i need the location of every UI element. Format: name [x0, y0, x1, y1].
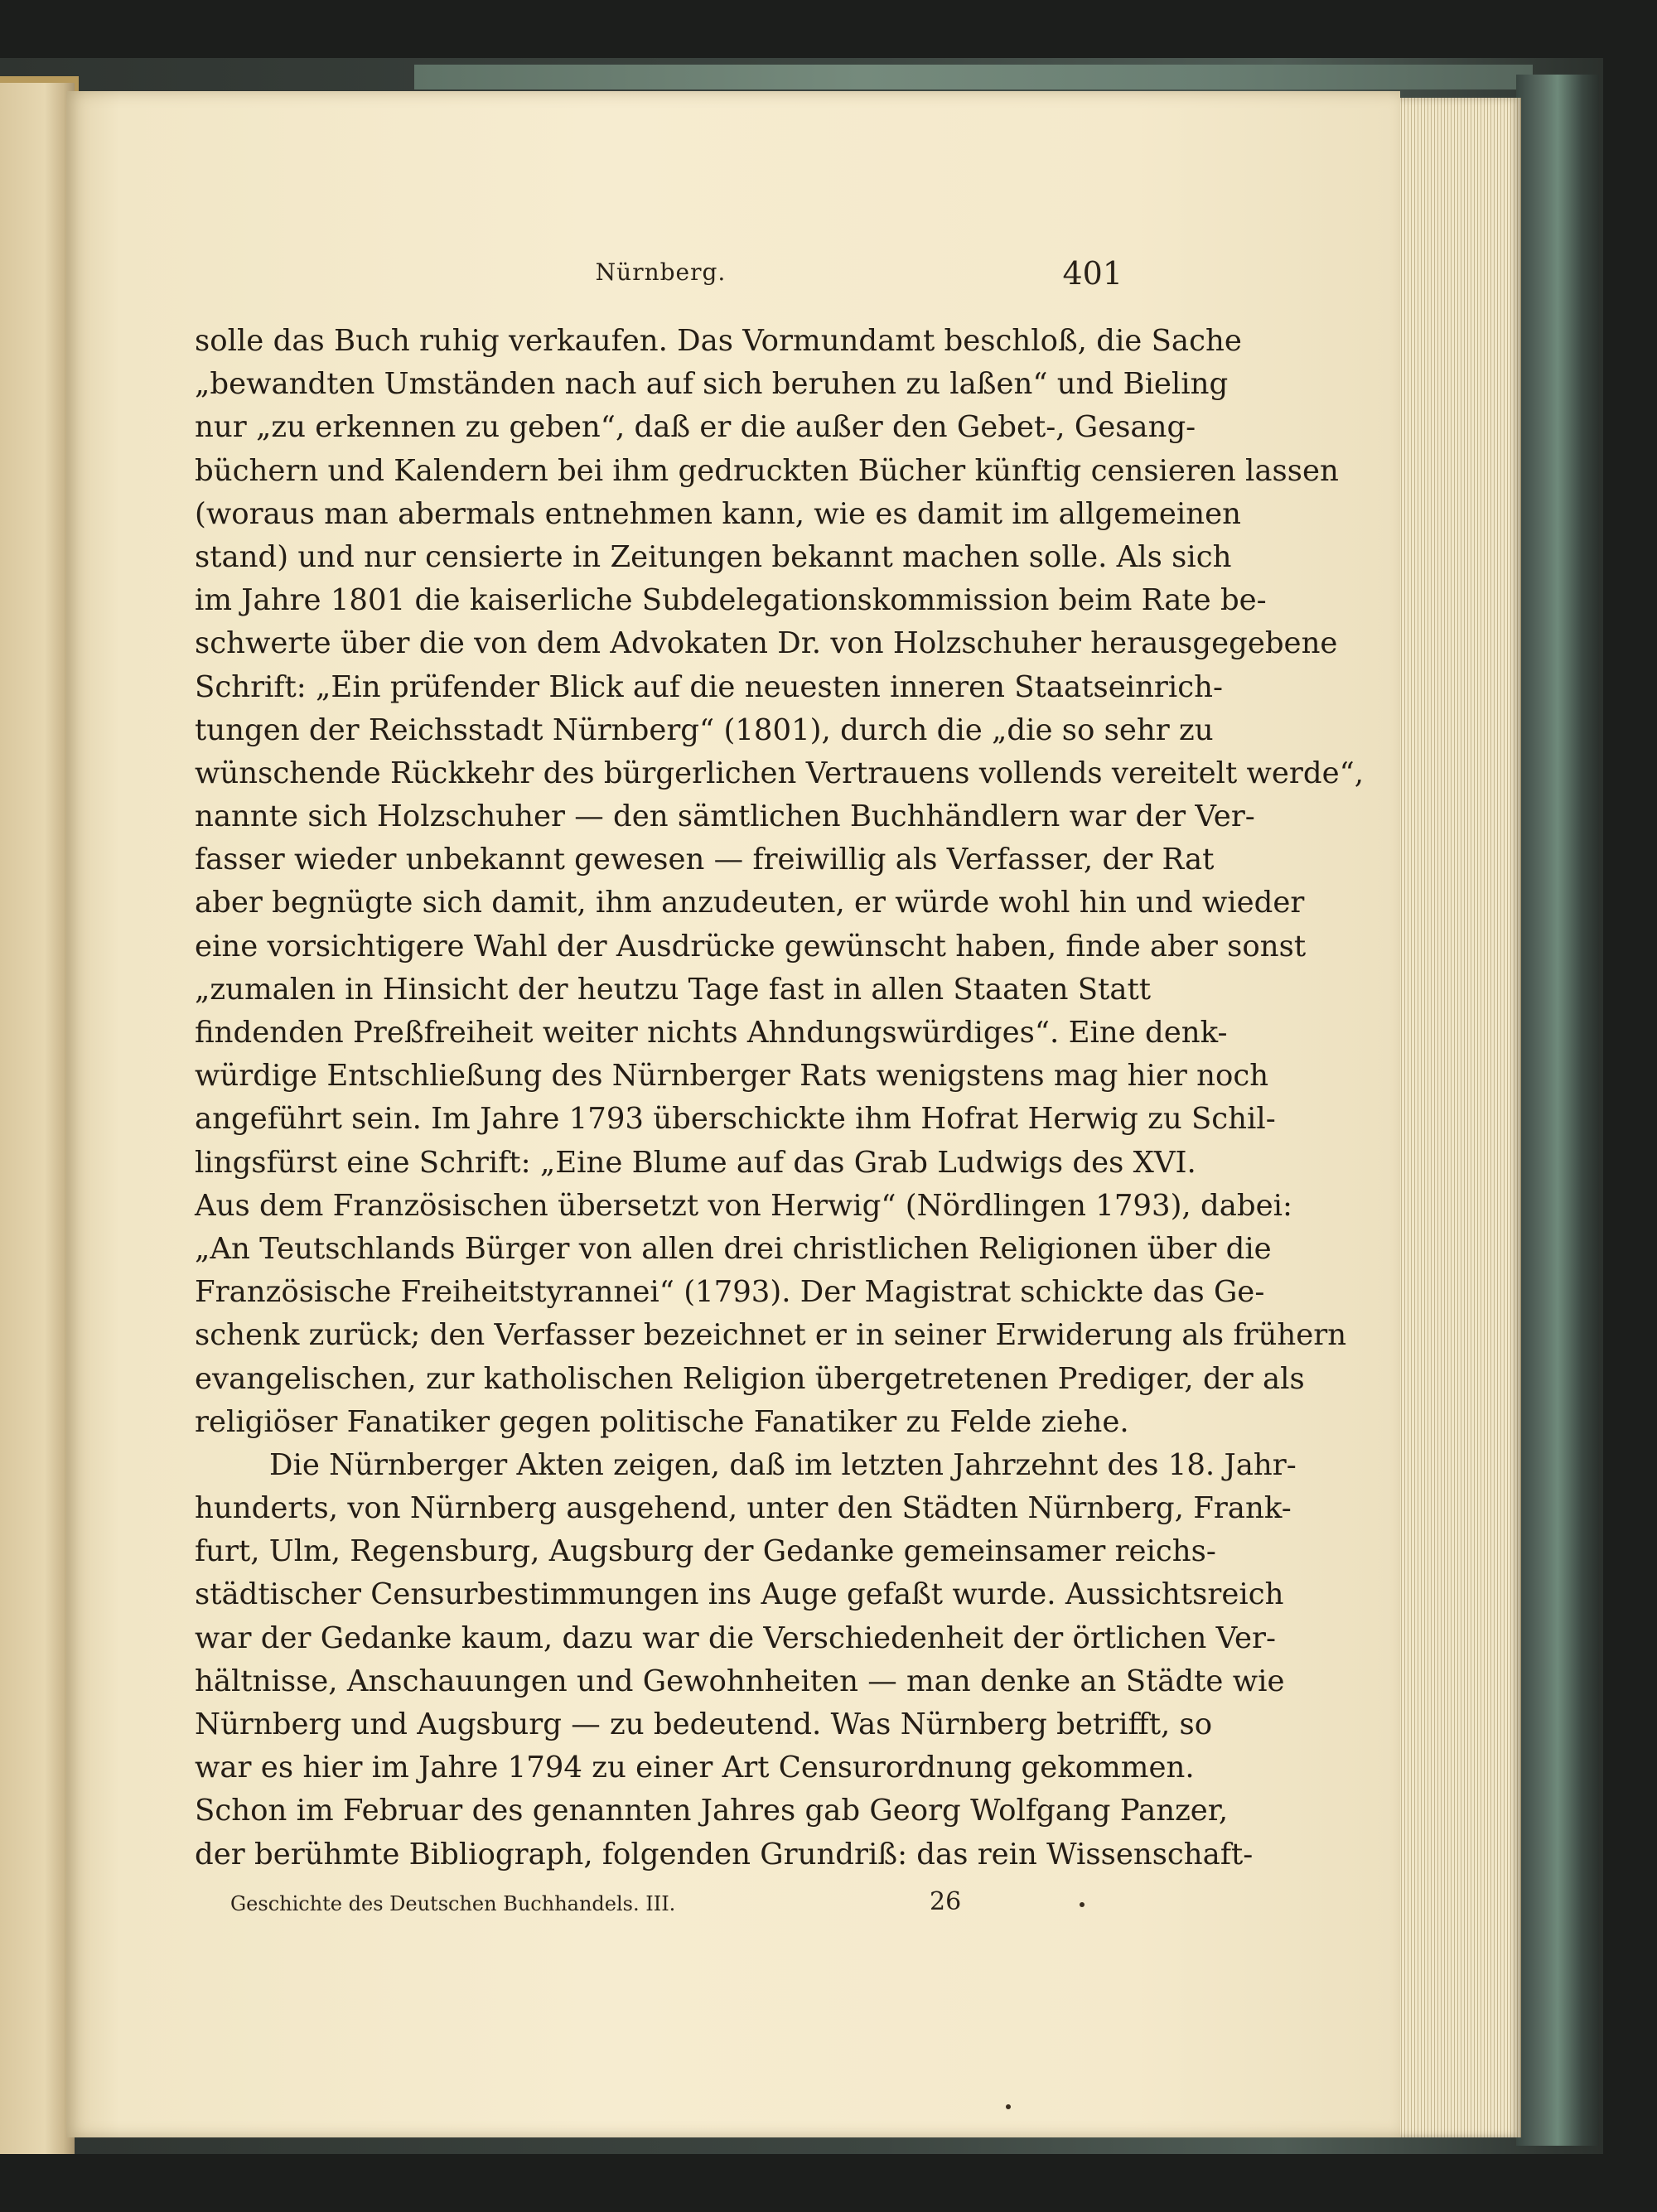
page-footer	[230, 1887, 1059, 1920]
ink-speck	[1080, 1902, 1085, 1907]
running-head: Nürnberg.	[595, 258, 727, 286]
text-line: schenk zurück; den Verfasser bezeichnet er in seiner Erwiderung als frühern	[195, 1318, 1347, 1353]
signature-number: 26	[930, 1887, 962, 1916]
text-line: religiöser Fanatiker gegen politische Fanatiker zu Felde ziehe.	[195, 1404, 1129, 1439]
text-line: büchern und Kalendern bei ihm gedruckten Bücher künftig censieren lassen	[195, 453, 1339, 488]
text-line: Schon im Februar des genannten Jahres gab Georg Wolfgang Panzer,	[195, 1794, 1229, 1828]
text-line: solle das Buch ruhig verkaufen. Das Vormundamt beschloß, die Sache	[195, 324, 1242, 358]
footer-signature-title: Geschichte des Deutschen Buchhandels. III.	[230, 1892, 676, 1915]
text-line: tungen der Reichsstadt Nürnberg“ (1801), durch die „die so sehr zu	[195, 712, 1214, 747]
text-line: nur „zu erkennen zu geben“, daß er die außer den Gebet-, Gesang-	[195, 410, 1196, 445]
text-line: Aus dem Französischen übersetzt von Herwig“ (Nördlingen 1793), dabei:	[195, 1188, 1292, 1223]
text-line: wünschende Rückkehr des bürgerlichen Vertrauens vollends vereitelt werde“,	[195, 756, 1365, 790]
text-line: (woraus man abermals entnehmen kann, wie es damit im allgemeinen	[195, 496, 1241, 531]
text-line: „bewandten Umständen nach auf sich beruhen zu laßen“ und Bieling	[195, 367, 1229, 402]
text-line: Französische Freiheitstyrannei“ (1793). Der Magistrat schickte das Ge-	[195, 1275, 1265, 1310]
text-line: Schrift: „Ein prüfender Blick auf die neuesten inneren Staatseinrich-	[195, 669, 1223, 704]
text-line: aber begnügte sich damit, ihm anzudeuten, er würde wohl hin und wieder	[195, 886, 1305, 920]
text-line: hunderts, von Nürnberg ausgehend, unter den Städten Nürnberg, Frank-	[195, 1491, 1292, 1526]
page-header	[199, 255, 1123, 300]
text-line: stand) und nur censierte in Zeitungen bekannt machen solle. Als sich	[195, 539, 1232, 574]
text-line: evangelischen, zur katholischen Religion übergetretenen Prediger, der als	[195, 1361, 1305, 1396]
text-line: würdige Entschließung des Nürnberger Rats wenigstens mag hier noch	[195, 1059, 1269, 1094]
text-line: der berühmte Bibliograph, folgenden Grundriß: das rein Wissenschaft-	[195, 1837, 1254, 1872]
text-line: schwerte über die von dem Advokaten Dr. von Holzschuher herausgegebene	[195, 626, 1338, 661]
text-line: „An Teutschlands Bürger von allen drei christlichen Religionen über die	[195, 1231, 1272, 1266]
text-line: war es hier im Jahre 1794 zu einer Art Censurordnung gekommen.	[195, 1751, 1195, 1785]
text-line: Die Nürnberger Akten zeigen, daß im letzten Jahrzehnt des 18. Jahr-	[269, 1447, 1297, 1482]
page-number: 401	[1062, 255, 1123, 292]
text-line: findenden Preßfreiheit weiter nichts Ahndungswürdiges“. Eine denk-	[195, 1016, 1228, 1050]
text-line: angeführt sein. Im Jahre 1793 überschickte ihm Hofrat Herwig zu Schil-	[195, 1102, 1276, 1137]
ink-speck	[1006, 2104, 1011, 2109]
text-line: lingsfürst eine Schrift: „Eine Blume auf das Grab Ludwigs des XVI.	[195, 1145, 1196, 1180]
text-line: fasser wieder unbekannt gewesen — freiwillig als Verfasser, der Rat	[195, 843, 1215, 877]
body-text	[195, 320, 1365, 1876]
text-line: furt, Ulm, Regensburg, Augsburg der Gedanke gemeinsamer reichs-	[195, 1534, 1216, 1569]
text-line: nannte sich Holzschuher — den sämtlichen Buchhändlern war der Ver-	[195, 799, 1255, 834]
text-line: „zumalen in Hinsicht der heutzu Tage fast in allen Staaten Statt	[195, 972, 1152, 1007]
text-line: eine vorsichtigere Wahl der Ausdrücke gewünscht haben, finde aber sonst	[195, 929, 1307, 964]
text-line: im Jahre 1801 die kaiserliche Subdelegationskommission beim Rate be-	[195, 583, 1267, 618]
text-line: städtischer Censurbestimmungen ins Auge gefaßt wurde. Aussichtsreich	[195, 1577, 1284, 1612]
text-line: hältnisse, Anschauungen und Gewohnheiten — man denke an Städte wie	[195, 1664, 1285, 1698]
text-line: war der Gedanke kaum, dazu war die Verschiedenheit der örtlichen Ver-	[195, 1620, 1277, 1655]
text-line: Nürnberg und Augsburg — zu bedeutend. Was Nürnberg betrifft, so	[195, 1707, 1213, 1741]
